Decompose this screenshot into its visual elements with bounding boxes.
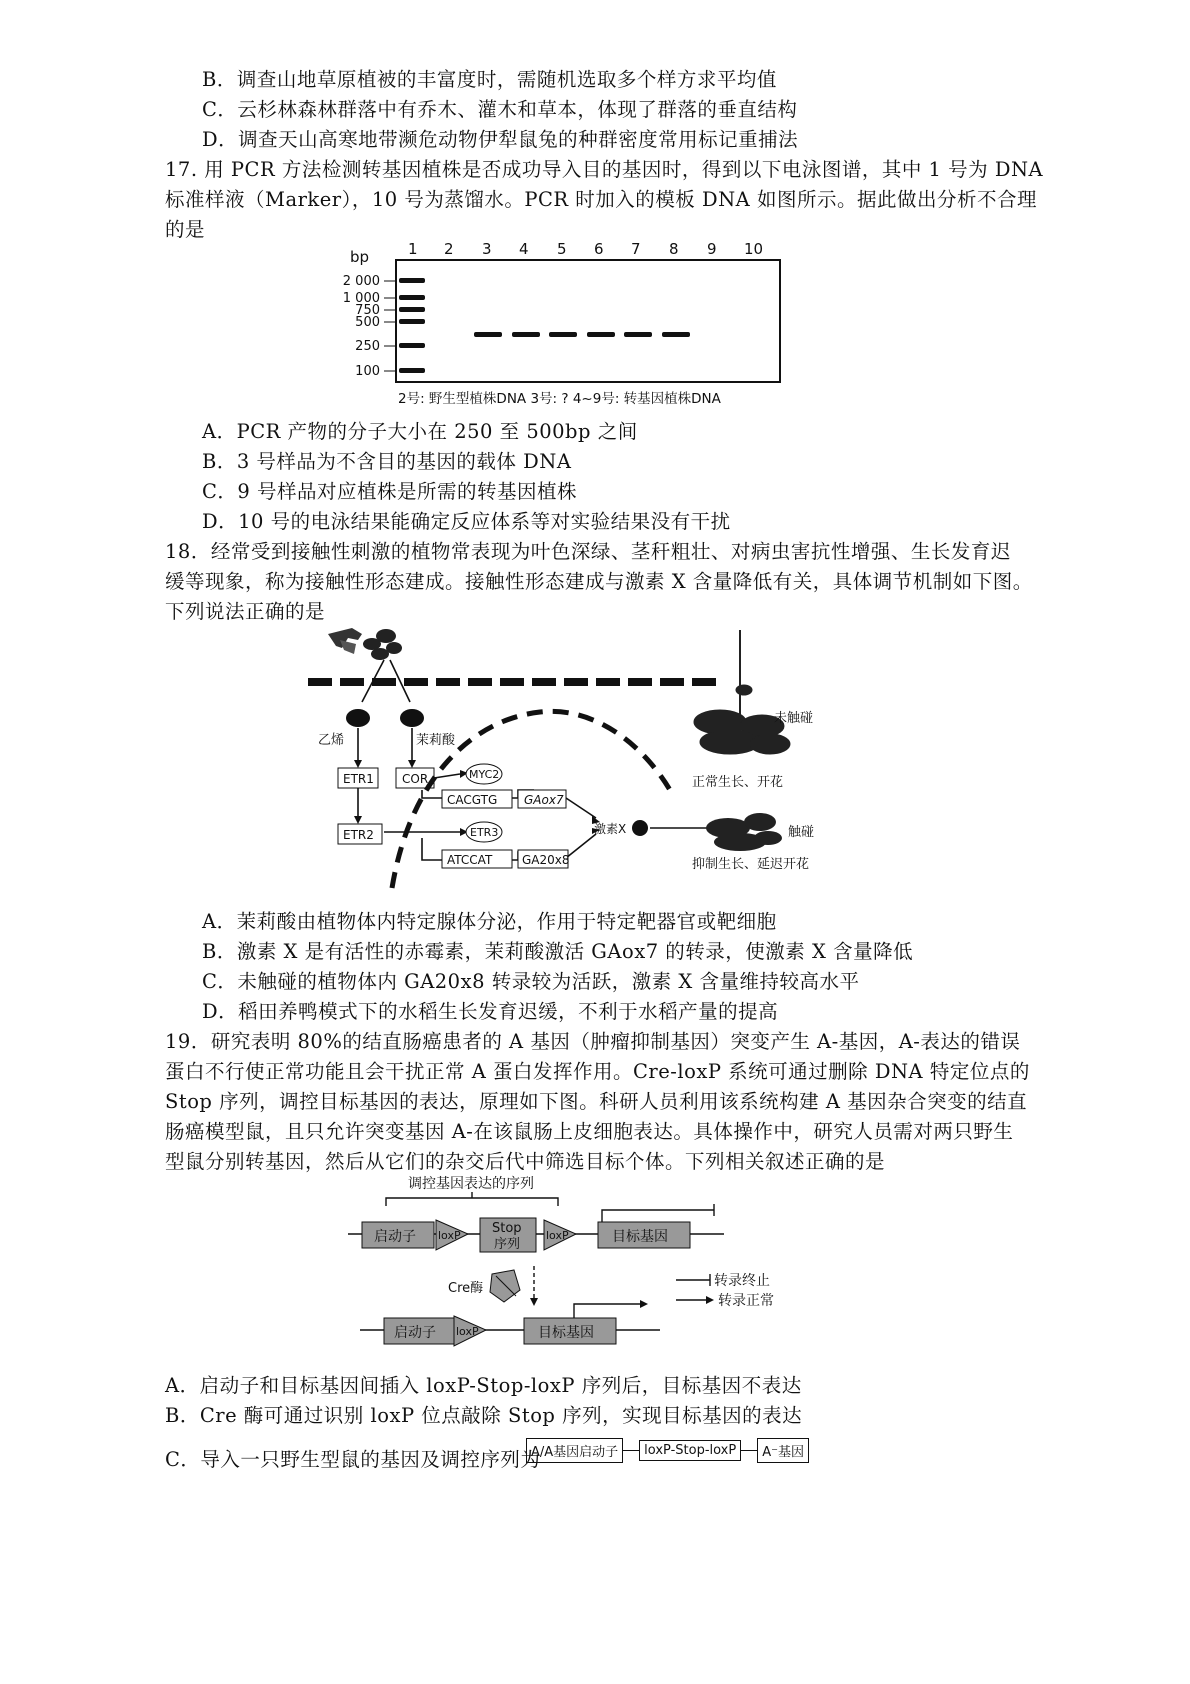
gel-bp-label: bp xyxy=(350,248,370,266)
target-gene-label-bottom: 目标基因 xyxy=(538,1325,594,1341)
q16-option-b: B．调查山地草原植被的丰富度时，需随机选取多个样方求平均值 xyxy=(202,68,777,91)
lane-number: 7 xyxy=(631,240,641,258)
inhibited-growth-label: 抑制生长、延迟开花 xyxy=(692,857,810,872)
sample-band xyxy=(662,332,690,337)
marker-label: 2 000 xyxy=(342,274,380,289)
c-box-gene: A⁻基因 xyxy=(757,1438,809,1463)
q16-option-d: D．调查天山高寒地带濒危动物伊犁鼠兔的种群密度常用标记重捕法 xyxy=(202,128,799,151)
q19-option-c: C．导入一只野生型鼠的基因及调控序列为 xyxy=(165,1448,541,1471)
gel-lane-numbers xyxy=(408,240,763,258)
marker-band xyxy=(399,307,425,312)
c-box-promoter: A/A基因启动子 xyxy=(526,1438,623,1463)
q17-option-c: C．9 号样品对应植株是所需的转基因植株 xyxy=(202,480,578,503)
q18-option-a: A．茉莉酸由植物体内特定腺体分泌，作用于特定靶器官或靶细胞 xyxy=(202,910,777,933)
marker-band xyxy=(399,278,425,283)
gel-frame xyxy=(396,260,780,382)
sample-band xyxy=(549,332,577,337)
q17-stem-line2: 标准样液（Marker），10 号为蒸馏水。PCR 时加入的模板 DNA 如图所示。据此做出分析不合理 xyxy=(165,188,1037,211)
lane-number: 5 xyxy=(557,240,567,258)
gaox7-label: GAox7 xyxy=(524,793,564,807)
c-connector-1 xyxy=(623,1450,639,1451)
regulatory-sequence-label: 调控基因表达的序列 xyxy=(408,1176,534,1192)
lane-number: 9 xyxy=(707,240,717,258)
q19-c-sequence xyxy=(526,1437,809,1463)
q18-option-d: D．稻田养鸭模式下的水稻生长发育迟缓，不利于水稻产量的提高 xyxy=(202,1000,779,1023)
lane-number: 10 xyxy=(744,240,764,258)
lane-number: 2 xyxy=(444,240,454,258)
q17-stem-line3: 的是 xyxy=(165,218,206,241)
marker-band xyxy=(399,295,425,300)
loxp-label-bottom: loxP xyxy=(456,1325,479,1338)
q19-stem-line1: 19．研究表明 80%的结直肠癌患者的 A 基因（肿瘤抑制基因）突变产生 A-基因，A-表达的错误 xyxy=(165,1030,1021,1053)
sample-bands xyxy=(474,332,690,337)
q18-stem-line3: 下列说法正确的是 xyxy=(165,600,326,623)
q19-option-b: B．Cre 酶可通过识别 loxP 位点敲除 Stop 序列，实现目标基因的表达 xyxy=(165,1404,803,1427)
ethylene-label: 乙烯 xyxy=(318,733,345,748)
jasmonic-receptor xyxy=(400,709,424,727)
promoter-label-bottom: 启动子 xyxy=(394,1325,436,1341)
etr3-label: ETR3 xyxy=(470,826,499,839)
q17-option-b: B．3 号样品为不含目的基因的载体 DNA xyxy=(202,450,572,473)
q19-option-a: A．启动子和目标基因间插入 loxP-Stop-loxP 序列后，目标基因不表达 xyxy=(165,1374,802,1397)
marker-band xyxy=(399,343,425,348)
marker-label: 750 xyxy=(355,303,380,318)
stop-label-1: Stop xyxy=(492,1221,522,1236)
hormone-x-label: 激素X xyxy=(594,822,627,836)
lane-number: 1 xyxy=(408,240,418,258)
small-plant-icon xyxy=(363,629,402,660)
q17-option-a: A．PCR 产物的分子大小在 250 至 500bp 之间 xyxy=(202,420,638,443)
ethylene-receptor xyxy=(346,709,370,727)
etr1-label: ETR1 xyxy=(343,772,374,786)
sample-band xyxy=(474,332,502,337)
q18-stem-line2: 缓等现象，称为接触性形态建成。接触性形态建成与激素 X 含量降低有关，具体调节机制如下图。 xyxy=(165,570,1033,593)
lane-number: 3 xyxy=(482,240,492,258)
cor-label: COR xyxy=(402,772,429,786)
touched-plant-icon xyxy=(706,813,782,851)
myc2-label: MYC2 xyxy=(469,768,500,781)
q18-option-c: C．未触碰的植物体内 GA20x8 转录较为活跃，激素 X 含量维持较高水平 xyxy=(202,970,860,993)
marker-ticks xyxy=(384,281,396,371)
sample-band xyxy=(624,332,652,337)
q17-option-d: D．10 号的电泳结果能确定反应体系等对实验结果没有干扰 xyxy=(202,510,731,533)
marker-band xyxy=(399,368,425,373)
q18-option-b: B．激素 X 是有活性的赤霉素，茉莉酸激活 GAox7 的转录，使激素 X 含量降低 xyxy=(202,940,914,963)
ga20x8-label: GA20x8 xyxy=(522,853,570,867)
c-box-loxp-stop: loxP-Stop-loxP xyxy=(639,1440,741,1461)
cacgtg-label: CACGTG xyxy=(447,793,498,807)
sample-band xyxy=(587,332,615,337)
marker-bands xyxy=(399,278,425,373)
atccat-label: ATCCAT xyxy=(447,853,493,867)
q18-stem-line1: 18．经常受到接触性刺激的植物常表现为叶色深绿、茎秆粗壮、对病虫害抗性增强、生长发育迟 xyxy=(165,540,1011,563)
normal-growth-label: 正常生长、开花 xyxy=(692,775,784,790)
cre-loxp-diagram xyxy=(340,1170,820,1356)
gel-caption: 2号: 野生型植株DNA 3号: ? 4~9号: 转基因植株DNA xyxy=(398,391,721,407)
q19-stem-line2: 蛋白不行使正常功能且会干扰正常 A 蛋白发挥作用。Cre-loxP 系统可通过删除 DNA 特定位点的 xyxy=(165,1060,1030,1083)
termination-symbol-top xyxy=(602,1210,714,1222)
lane-number: 6 xyxy=(594,240,604,258)
legend-term-label: 转录终止 xyxy=(714,1273,770,1289)
legend-normal-label: 转录正常 xyxy=(718,1293,774,1309)
touch-morphogenesis-diagram xyxy=(300,620,860,898)
loxp-label-2: loxP xyxy=(546,1229,569,1242)
stop-label-2: 序列 xyxy=(494,1237,521,1252)
gel-marker-labels xyxy=(343,274,380,379)
promoter-label-top: 启动子 xyxy=(374,1229,416,1245)
q19-stem-line4: 肠癌模型鼠，且只允许突变基因 A-在该鼠肠上皮细胞表达。具体操作中，研究人员需对两只野生 xyxy=(165,1120,1014,1143)
target-gene-label-top: 目标基因 xyxy=(612,1229,668,1245)
hand-icon xyxy=(328,628,362,654)
touched-label: 触碰 xyxy=(788,825,815,840)
untouched-label: 未触碰 xyxy=(774,711,814,726)
untouched-plant-icon xyxy=(694,630,790,754)
marker-band xyxy=(399,319,425,324)
transcription-arrow-bottom xyxy=(574,1304,640,1318)
gel-electrophoresis-figure xyxy=(330,238,810,416)
marker-label: 100 xyxy=(355,364,380,379)
lane-number: 4 xyxy=(519,240,529,258)
q19-stem-line3: Stop 序列，调控目标基因的表达，原理如下图。科研人员利用该系统构建 A 基因杂合突变的结直 xyxy=(165,1090,1028,1113)
loxp-label-1: loxP xyxy=(438,1229,461,1242)
sample-band xyxy=(512,332,540,337)
scissors-icon xyxy=(490,1270,520,1302)
etr2-label: ETR2 xyxy=(343,828,374,842)
hormone-x-dot xyxy=(632,820,648,836)
cre-enzyme-label: Cre酶 xyxy=(448,1281,484,1296)
q19-stem-line5: 型鼠分别转基因，然后从它们的杂交后代中筛选目标个体。下列相关叙述正确的是 xyxy=(165,1150,886,1173)
q17-stem-line1: 17. 用 PCR 方法检测转基因植株是否成功导入目的基因时，得到以下电泳图谱，其中 1 号为 DNA xyxy=(165,158,1044,181)
marker-label: 250 xyxy=(355,339,380,354)
q16-option-c: C．云杉林森林群落中有乔木、灌木和草本，体现了群落的垂直结构 xyxy=(202,98,798,121)
marker-label: 1 000 xyxy=(342,291,380,306)
lane-number: 8 xyxy=(669,240,679,258)
jasmonic-label: 茉莉酸 xyxy=(416,733,456,748)
marker-label: 500 xyxy=(355,315,380,330)
regulatory-bracket xyxy=(386,1198,558,1206)
c-connector-2 xyxy=(741,1450,757,1451)
